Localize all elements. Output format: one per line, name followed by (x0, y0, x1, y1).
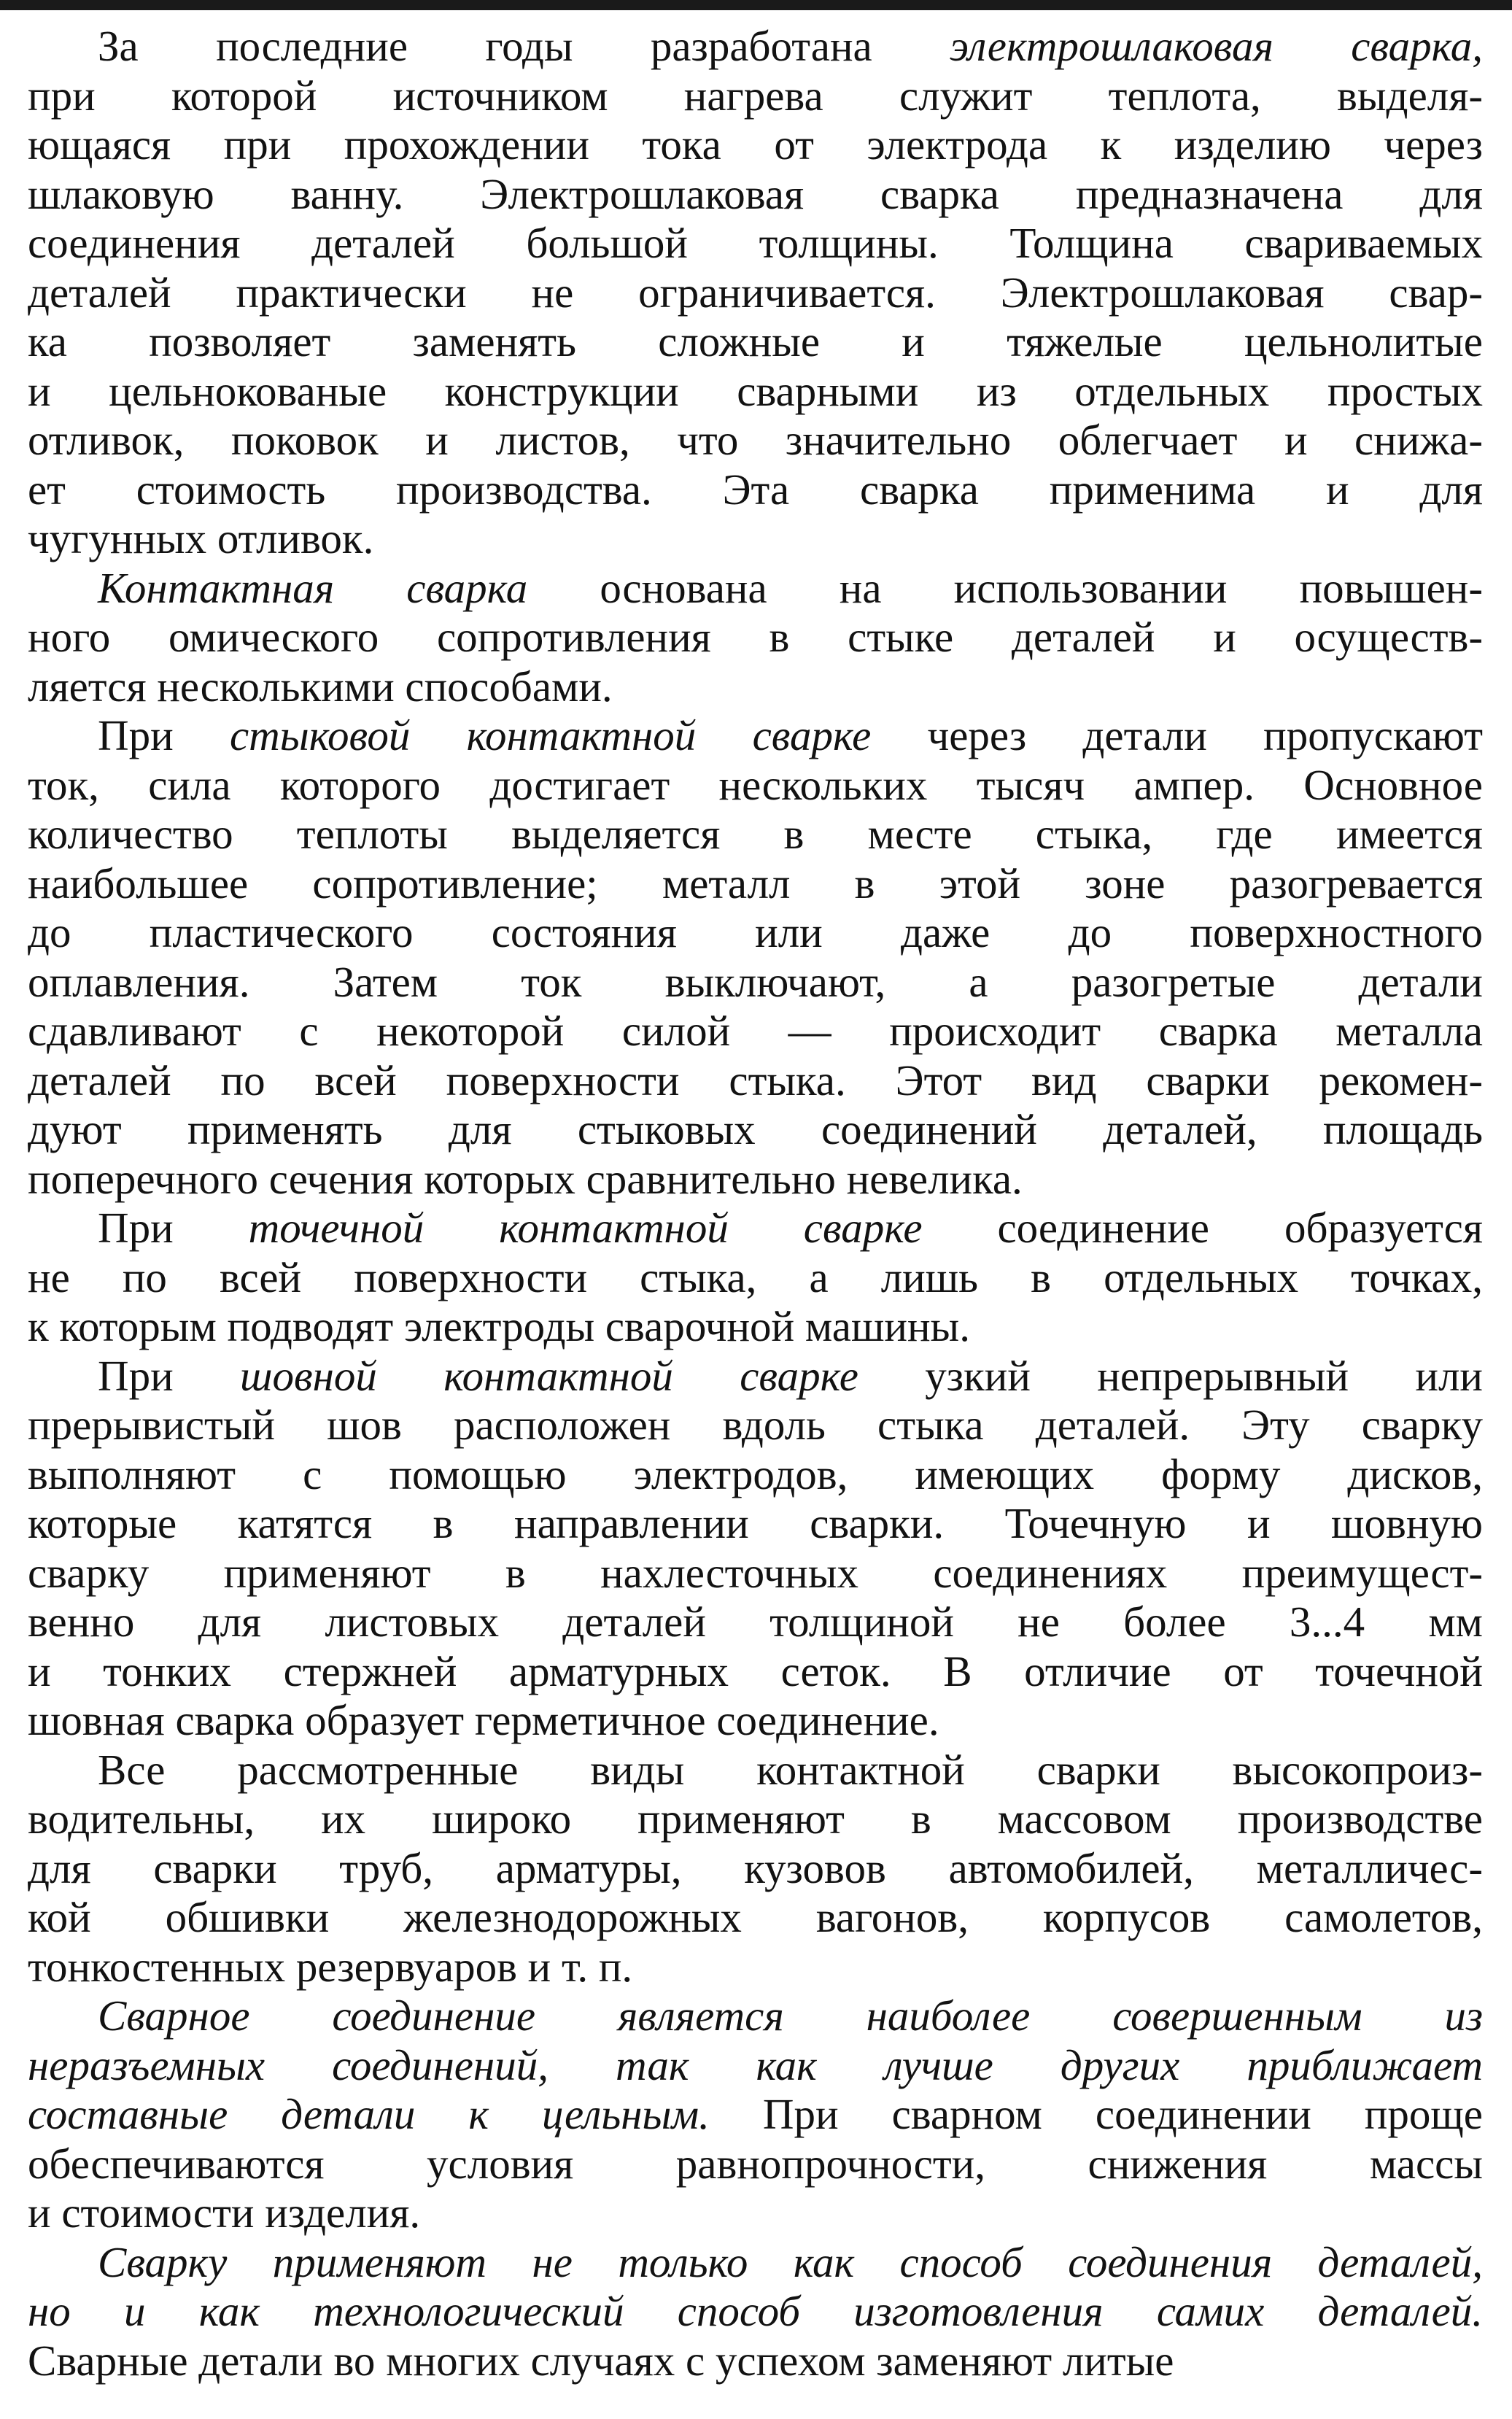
text-line (28, 514, 1483, 564)
text-run: Сварные детали во многих случаях с успехом заменяют литые (28, 2336, 1174, 2385)
text-run: кой обшивки железнодорожных вагонов, корпусов самолетов, (28, 1893, 1483, 1941)
text-line (28, 1302, 1483, 1352)
text-line (28, 1499, 1483, 1549)
text-line (28, 1696, 1483, 1746)
text-run: тонкостенных резервуаров и т. п. (28, 1942, 633, 1991)
text-line (28, 317, 1483, 367)
italic-text: шовной контактной сварке (240, 1351, 858, 1400)
text-line (28, 810, 1483, 859)
text-line (28, 120, 1483, 170)
text-line (28, 564, 1483, 614)
text-line (28, 2337, 1483, 2386)
text-run: не по всей поверхности стыка, а лишь в отдельных точках, (28, 1253, 1483, 1301)
italic-text: электрошлаковая сварка, (950, 22, 1483, 70)
text-line (28, 1105, 1483, 1155)
text-line (28, 1844, 1483, 1894)
text-run: ляется несколькими способами. (28, 662, 613, 711)
text-line (28, 2287, 1483, 2337)
paragraph (28, 22, 1483, 564)
text-run: Все рассмотренные виды контактной сварки высокопроиз- (98, 1745, 1483, 1794)
top-rule-divider (0, 0, 1512, 10)
text-run: ка позволяет заменять сложные и тяжелые цельнолитые (28, 317, 1483, 365)
text-run: При (98, 1204, 249, 1252)
text-run: соединения деталей большой толщины. Толщина свариваемых (28, 219, 1483, 267)
text-run: чугунных отливок. (28, 514, 374, 562)
paragraph (28, 1992, 1483, 2238)
text-line (28, 1647, 1483, 1697)
text-line (28, 1893, 1483, 1943)
text-line (28, 1401, 1483, 1450)
text-line (28, 2140, 1483, 2189)
text-run: ток, сила которого достигает нескольких тысяч ампер. Основное (28, 760, 1483, 809)
text-run: узкий непрерывный или (858, 1351, 1483, 1400)
text-line (28, 219, 1483, 268)
text-line (28, 1549, 1483, 1598)
text-run: обеспечиваются условия равнопрочности, снижения массы (28, 2139, 1483, 2188)
text-run: венно для листовых деталей толщиной не более 3...4 мм (28, 1598, 1483, 1646)
text-line (28, 2188, 1483, 2238)
paragraph (28, 2238, 1483, 2386)
text-line (28, 662, 1483, 712)
text-run: сдавливают с некоторой силой — происходит сварка металла (28, 1007, 1483, 1055)
text-run: шлаковую ванну. Электрошлаковая сварка предназначена для (28, 169, 1483, 218)
text-run: шовная сварка образует герметичное соединение. (28, 1696, 939, 1744)
text-run: выполняют с помощью электродов, имеющих форму дисков, (28, 1450, 1483, 1498)
text-line (28, 22, 1483, 71)
text-run: оплавления. Затем ток выключают, а разогретые детали (28, 957, 1483, 1006)
text-line (28, 711, 1483, 761)
text-run: отливок, поковок и листов, что значительно облегчает и снижа- (28, 416, 1483, 464)
text-line (28, 1992, 1483, 2041)
text-run: количество теплоты выделяется в месте стыка, где имеется (28, 810, 1483, 858)
text-run: которые катятся в направлении сварки. Точечную и шовную (28, 1499, 1483, 1547)
italic-text: стыковой контактной сварке (229, 711, 872, 759)
text-line (28, 1253, 1483, 1303)
paragraph (28, 1204, 1483, 1352)
text-run: дуют применять для стыковых соединений деталей, площадь (28, 1105, 1483, 1153)
text-line (28, 1204, 1483, 1253)
text-run: через детали пропускают (871, 711, 1483, 759)
text-run: При (98, 711, 230, 759)
text-line (28, 268, 1483, 318)
text-line (28, 465, 1483, 515)
italic-text: неразъемных соединений, так как лучше других приближает (28, 2040, 1483, 2089)
paragraph (28, 711, 1483, 1204)
text-line (28, 908, 1483, 958)
text-run: ющаяся при прохождении тока от электрода к изделию через (28, 120, 1483, 169)
text-run: соединение образуется (922, 1204, 1483, 1252)
text-line (28, 2090, 1483, 2140)
text-line (28, 1598, 1483, 1647)
text-run: до пластического состояния или даже до поверхностного (28, 908, 1483, 956)
italic-text: Сварное соединение является наиболее совершенным из (98, 1992, 1483, 2040)
italic-text: составные детали к цельным. (28, 2090, 710, 2138)
paragraph (28, 1352, 1483, 1746)
text-line (28, 1746, 1483, 1795)
text-line (28, 170, 1483, 220)
text-run: деталей по всей поверхности стыка. Этот вид сварки рекомен- (28, 1056, 1483, 1104)
text-run: к которым подводят электроды сварочной машины. (28, 1302, 970, 1350)
text-run: основана на использовании повышен- (527, 563, 1483, 612)
text-line (28, 613, 1483, 662)
text-line (28, 958, 1483, 1007)
text-line (28, 859, 1483, 909)
text-run: и цельнокованые конструкции сварными из отдельных простых (28, 366, 1483, 415)
text-line (28, 1943, 1483, 1992)
text-run: и тонких стержней арматурных сеток. В отличие от точечной (28, 1646, 1483, 1695)
text-line (28, 1056, 1483, 1106)
text-line (28, 1007, 1483, 1056)
text-line (28, 761, 1483, 810)
text-run: ного омического сопротивления в стыке деталей и осуществ- (28, 613, 1483, 661)
text-run: деталей практически не ограничивается. Электрошлаковая свар- (28, 268, 1483, 317)
italic-text: но и как технологический способ изготовления самих деталей. (28, 2287, 1483, 2335)
text-line (28, 2041, 1483, 2091)
text-line (28, 1450, 1483, 1500)
text-run: ет стоимость производства. Эта сварка применима и для (28, 465, 1483, 514)
text-line (28, 1155, 1483, 1204)
document-body (28, 22, 1483, 2385)
text-line (28, 1795, 1483, 1844)
paragraph (28, 1746, 1483, 1992)
text-line (28, 1352, 1483, 1401)
text-run: при которой источником нагрева служит теплота, выделя- (28, 71, 1483, 120)
text-run: прерывистый шов расположен вдоль стыка деталей. Эту сварку (28, 1401, 1483, 1449)
text-line (28, 71, 1483, 121)
text-run: наибольшее сопротивление; металл в этой зоне разогревается (28, 859, 1483, 907)
text-run: водительны, их широко применяют в массовом производстве (28, 1795, 1483, 1843)
text-run: При (98, 1351, 241, 1400)
text-line (28, 416, 1483, 465)
text-run: За последние годы разработана (98, 22, 950, 70)
text-line (28, 367, 1483, 417)
italic-text: Сварку применяют не только как способ соединения деталей, (98, 2237, 1483, 2286)
text-run: При сварном соединении проще (709, 2090, 1483, 2138)
text-line (28, 2238, 1483, 2288)
text-run: сварку применяют в нахлесточных соединениях преимущест- (28, 1548, 1483, 1597)
text-run: для сварки труб, арматуры, кузовов автомобилей, металличес- (28, 1843, 1483, 1892)
text-run: поперечного сечения которых сравнительно невелика. (28, 1154, 1023, 1203)
text-run: и стоимости изделия. (28, 2188, 421, 2237)
paragraph (28, 564, 1483, 712)
italic-text: Контактная сварка (98, 563, 528, 612)
italic-text: точечной контактной сварке (248, 1204, 923, 1252)
